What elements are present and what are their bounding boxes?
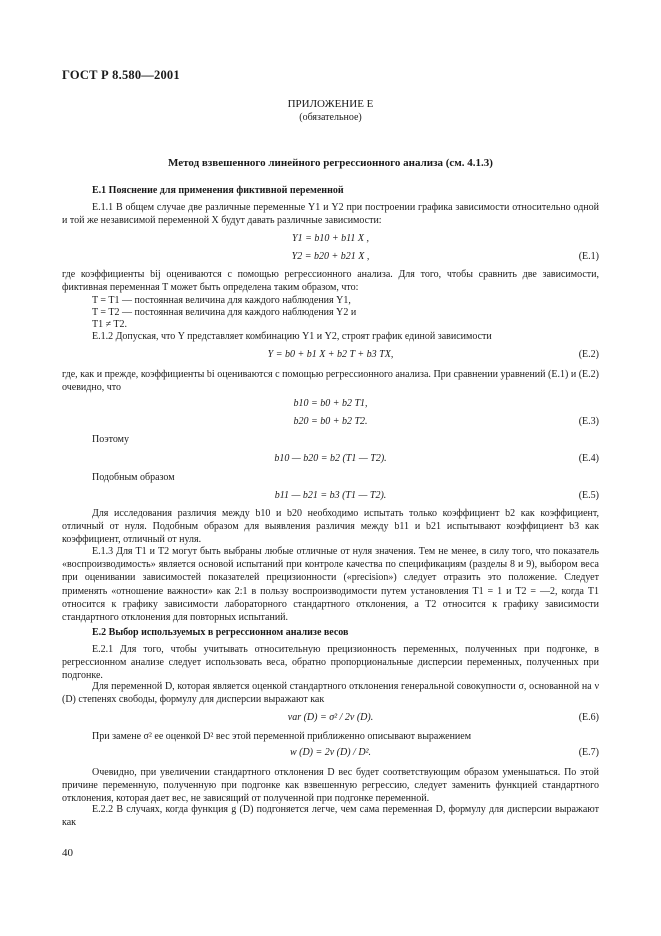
lead-text-similarly: Подобным образом <box>92 472 175 483</box>
equation-number: (Е.4) <box>578 453 599 464</box>
list-item: T = T1 — постоянная величина для каждого наблюдения Y1, <box>92 295 351 306</box>
equation-e1-line2 <box>62 251 599 265</box>
paragraph-e13: Е.1.3 Для T1 и T2 могут быть выбраны любые отличные от нуля значения. Тем не менее, в силу того, что показатель «воспроизводимость» является основой испытаний при контроле качества по спецификациям (разделы 8 и 9), выбором веса при оценивании зависимостей показателей прецизионности («precision») следует отразить это положение. Следует применять «отношение важности» как 2:1 в пользу воспроизводимости путем установления T1 = 1 и T2 = —2, когда T1 относится к графику зависимости лабораторного стандартного отклонения, а T2 относится к графику зависимости стандартного отклонения для повторных испытаний. <box>62 546 599 624</box>
section-heading-e2: Е.2 Выбор используемых в регрессионном анализе весов <box>92 627 349 638</box>
appendix-title: ПРИЛОЖЕНИЕ Е <box>287 98 374 110</box>
paragraph-comparison: где, как и прежде, коэффициенты bi оцениваются с помощью регрессионного анализа. При сравнении уравнений (Е.1) и (Е.2) очевидно, что <box>62 369 599 394</box>
main-title: Метод взвешенного линейного регрессионного анализа (см. 4.1.3) <box>168 157 493 169</box>
paragraph-e11: Е.1.1 В общем случае две различные переменные Y1 и Y2 при построении графика зависимости относительно одной и той же независимой переменной X будут давать различные зависимости: <box>62 202 599 227</box>
equation-number: (Е.3) <box>578 416 599 427</box>
paragraph-e12: Е.1.2 Допуская, что Y представляет комбинацию Y1 и Y2, строят график единой зависимости <box>92 331 492 342</box>
paragraph-weight: При замене σ² ее оценкой D² вес этой переменной приближенно описывают выражением <box>92 731 472 742</box>
equation-number: (Е.1) <box>578 251 599 262</box>
equation-e6 <box>62 712 599 726</box>
equation-e4 <box>62 453 599 467</box>
paragraph-difference-test: Для исследования различия между b10 и b20 необходимо испытать только коэффициент b2 как коэффициент, отличный от нуля. Подобным образом для выявления различия между b11 и b21 испытывают коэффициент b3 как коэффициент, отличный от нуля. <box>62 508 599 546</box>
equation-formula: Y = b0 + b1 X + b2 T + b3 TX, <box>267 349 394 360</box>
equation-formula: Y1 = b10 + b11 X , <box>292 233 369 244</box>
paragraph-e21: Е.2.1 Для того, чтобы учитывать относительную прецизионность переменных, полученных при подгонке, в регрессионном анализе следует использовать веса, обратно пропорциональные дисперсии переменных, полученных при подгонке. <box>62 644 599 682</box>
equation-e1-line1 <box>62 233 599 247</box>
equation-formula: var (D) = σ² / 2ν (D). <box>287 712 374 723</box>
section-heading-e1: Е.1 Пояснение для применения фиктивной переменной <box>92 185 344 196</box>
list-item: T1 ≠ T2. <box>92 319 128 330</box>
page-number: 40 <box>62 847 73 859</box>
appendix-subtitle: (обязательное) <box>299 112 362 123</box>
equation-e3-line2 <box>62 416 599 430</box>
equation-e5 <box>62 490 599 504</box>
document-header: ГОСТ Р 8.580—2001 <box>62 68 180 82</box>
equation-number: (Е.5) <box>578 490 599 501</box>
paragraph-coefficients: где коэффициенты bij оцениваются с помощью регрессионного анализа. Для того, чтобы сравнить две зависимости, фиктивная переменная T может быть определена таким образом, что: <box>62 269 599 294</box>
paragraph-variance: Для переменной D, которая является оценкой стандартного отклонения генеральной совокупности σ, основанной на ν (D) степенях свободы, формулу для дисперсии выражают как <box>62 681 599 706</box>
lead-text-therefore: Поэтому <box>92 434 130 445</box>
equation-formula: b11 — b21 = b3 (T1 — T2). <box>274 490 387 501</box>
equation-formula: w (D) = 2ν (D) / D². <box>289 747 372 758</box>
equation-formula: Y2 = b20 + b21 X , <box>291 251 370 262</box>
equation-formula: b10 = b0 + b2 T1, <box>293 398 368 409</box>
equation-e2 <box>62 349 599 363</box>
equation-number: (Е.7) <box>578 747 599 758</box>
equation-number: (Е.6) <box>578 712 599 723</box>
equation-e7 <box>62 747 599 761</box>
list-item: T = T2 — постоянная величина для каждого наблюдения Y2 и <box>92 307 357 318</box>
equation-number: (Е.2) <box>578 349 599 360</box>
equation-e3-line1 <box>62 398 599 412</box>
equation-formula: b20 = b0 + b2 T2. <box>293 416 368 427</box>
paragraph-deviation-increase: Очевидно, при увеличении стандартного отклонения D вес будет соответствующим образом уменьшаться. По этой причине переменную, полученную при подгонке как взвешенную регрессию, следует заменить функцией стандартного отклонения, которая дает вес, не зависящий от полученной при подгонке переменной. <box>62 767 599 805</box>
paragraph-e22: Е.2.2 В случаях, когда функция g (D) подгоняется легче, чем сама переменная D, формулу для дисперсии выражают как <box>62 804 599 829</box>
equation-formula: b10 — b20 = b2 (T1 — T2). <box>274 453 387 464</box>
